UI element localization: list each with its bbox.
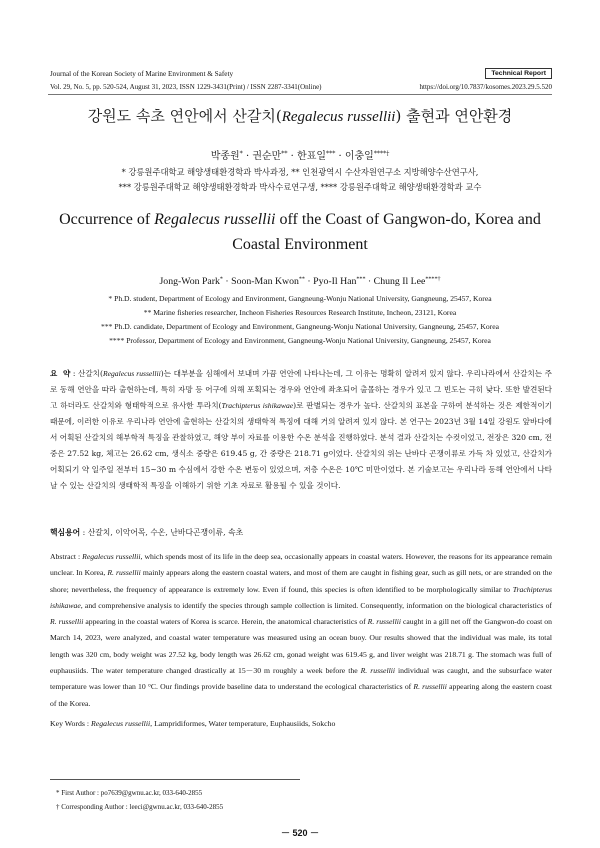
title-english-text: Occurrence of (59, 211, 155, 228)
title-english-text: off the Coast of Gangwon-do, Korea and Coastal Environment (232, 211, 541, 253)
author-mark: *** (356, 276, 366, 283)
citation-line: Vol. 29, No. 5, pp. 520-524, August 31, 2023, ISSN 1229-3431(Print) / ISSN 2287-3341(Online) (50, 83, 322, 91)
journal-name: Journal of the Korean Society of Marine Environment & Safety (50, 70, 234, 78)
title-korean (0, 105, 600, 126)
abstract-korean-label: 요 약 (50, 369, 71, 378)
author-name: 권순만 (252, 151, 282, 162)
footnote-first-author: * First Author : po7639@gwnu.ac.kr, 033-640-2855 (56, 789, 203, 797)
title-korean-text: ) 출현과 연안환경 (395, 107, 513, 125)
label-separator: : (76, 552, 83, 561)
affiliation-line: **** Professor, Department of Ecology and Environment, Gangneung-Wonju National University, Gangneung, 25457, Korea (109, 336, 491, 345)
affiliation-line: *** Ph.D. candidate, Department of Ecology and Environment, Gangneung-Wonju National University, Gangneung, 25457, Korea (101, 322, 499, 331)
affiliations-english (0, 292, 600, 348)
text-segment: individual was caught, and the subsurface water temperature was lower than 10 °C. Our findings provide baseline data to understand the ecological characteristics of (50, 666, 552, 692)
author-mark: ****† (373, 150, 390, 158)
keywords-korean-list: 산갈치, 이악어목, 수온, 난바다곤쟁이류, 속초 (87, 528, 244, 537)
author-name: Jong-Won Park (159, 276, 220, 287)
author-mark: ** (298, 276, 305, 283)
abstract-english (50, 549, 552, 712)
label-separator: : (80, 528, 88, 537)
authors-korean (0, 147, 600, 162)
text-segment: mainly appears along the eastern coastal waters, and most of them are caught in fishing gear, such as gill nets, or are stranded on the shore; nevertheless, the frequency of appearance is extremely low. Even if found, this species is often identified to be morphologically similar to (50, 568, 552, 594)
footnote-divider (50, 779, 300, 780)
label-separator: : (70, 369, 79, 378)
footnotes (56, 787, 223, 814)
affiliation-line: * 강릉원주대학교 해양생태환경학과 박사과정, ** 인천광역시 수산자원연구소 지방해양수산연구사, (121, 167, 479, 177)
species-name: Regalecus russellii (82, 552, 141, 561)
report-type-badge: Technical Report (485, 68, 552, 79)
text-segment: , which spends most of its life in the deep sea, occasionally appears in coastal waters. However, the reasons for its appearance remain unclear. In Korea, (50, 552, 552, 578)
text-segment: appearing along the eastern coast of the Korea. (50, 682, 552, 708)
keywords-korean (50, 527, 552, 538)
author-mark: ****† (425, 276, 441, 283)
author-name: Chung Il Lee (373, 276, 426, 287)
species-name: R. russellii (107, 568, 141, 578)
species-name: Regalecus russellii (103, 369, 161, 378)
header-divider (48, 94, 552, 95)
author-mark: *** (326, 150, 336, 158)
species-name: R. russellii (413, 682, 447, 692)
doi-link[interactable]: https://doi.org/10.7837/kosomes.2023.29.5.520 (419, 83, 552, 91)
author-separator: · (287, 151, 298, 162)
affiliation-line: * Ph.D. student, Department of Ecology and Environment, Gangneung-Wonju National University, Gangneung, 25457, Korea (108, 294, 492, 303)
text-segment: , Lampridiformes, Water temperature, Euphausiids, Sokcho (150, 719, 336, 728)
abstract-english-body (50, 552, 552, 708)
footnote-corresponding-author: † Corresponding Author : leeci@gwnu.ac.kr, 033-640-2855 (56, 802, 224, 811)
author-name: Soon-Man Kwon (231, 276, 299, 287)
affiliation-line: ** Marine fisheries researcher, Incheon Fisheries Resources Research Institute, Incheon, 23121, Korea (143, 308, 457, 317)
keywords-english-list (91, 719, 335, 728)
species-name: R. russellii (367, 617, 401, 627)
species-name: Regalecus russellii (91, 719, 151, 728)
title-english-species: Regalecus russellii (154, 211, 276, 228)
keywords-english-label: Key Words (50, 719, 85, 728)
text-segment: )는 대부분을 심해에서 보내며 가끔 연안에 나타나는데, 그 이유는 명확히 알려져 있지 않다. 우리나라에서 산갈치는 주로 동해 연안을 따라 출현하는데, 특히 자망 등 어구에 의해 포획되는 경우와 연안에 좌초되어 출몰하는 경우가 있고 그 빈도는 극히 낮다. 또한 발견된다고 하더라도 산갈치와 형태학적으로 유사한 투라치( (50, 369, 552, 410)
text-segment: 산갈치( (78, 369, 103, 378)
author-name: 이충일 (344, 151, 374, 162)
keywords-english (50, 719, 552, 728)
author-mark: * (219, 276, 223, 283)
keywords-korean-label: 핵심용어 (50, 528, 81, 537)
abstract-korean (50, 366, 552, 494)
text-segment: , and comprehensive analysis to identify the species through sample collection is limited. Consequently, information on the biological characteristics of (80, 600, 552, 610)
title-korean-species: Regalecus russellii (281, 109, 396, 125)
species-name: Trachipterus ishikawae (221, 401, 294, 410)
species-name: R. russellii (360, 666, 396, 676)
authors-english (0, 276, 600, 287)
species-name: Trachipterus ishikawae (50, 584, 552, 610)
title-korean-text: 강원도 속초 연안에서 산갈치( (87, 107, 282, 125)
label-separator: : (84, 719, 92, 728)
author-separator: · (335, 151, 345, 162)
affiliations-korean (0, 165, 600, 195)
author-name: 박종원 (210, 151, 240, 162)
title-english (40, 207, 560, 257)
text-segment: appearing in the coastal waters of Korea is scarce. Herein, the anatomical characteristics of (83, 617, 368, 627)
author-separator: · (242, 151, 253, 162)
abstract-korean-body (50, 369, 552, 490)
author-separator: · (365, 276, 374, 287)
page-number: － 520 － (280, 828, 320, 838)
abstract-english-label: Abstract (50, 552, 77, 561)
author-mark: ** (281, 150, 288, 158)
species-name: R. russellii (50, 617, 84, 627)
author-separator: · (304, 276, 314, 287)
author-mark: * (239, 150, 243, 158)
author-separator: · (222, 276, 232, 287)
text-segment: )로 판별되는 경우가 높다. 산갈치의 표본을 구하여 분석하는 것은 제한적이기 때문에, 이러한 이유로 우리나라 연안에 출현하는 산갈치의 생태학적 특징에 대해 거의 알려져 있지 않다. 본 연구는 2023년 3월 14일 강원도 앞바다에서 어획된 산갈치의 해부학적 특징을 관찰하였고, 해양 부이 자료를 이용한 수온 분석을 진행하였다. 분석 결과 산갈치는 수컷이었고, 전장은 320 cm, 전중은 27.52 kg, 체고는 26.62 cm, 생식소 중량은 619.45 g, 간 중량은 218.71 g이었다. 산갈치의 위는 난바다 곤쟁이류로 가득 차 있었고, 산갈치가 어획되기 약 일주일 전부터 15~30 m 수심에서 강한 수온 변동이 있었으며, 저층 수온은 10℃ 미만이었다. 본 기술보고는 우리나라 동해 연안에서 나타날 수 있는 산갈치의 생태학적 특징을 이해하기 위한 기초 자료로 활용될 수 있을 것이다. (50, 401, 553, 490)
text-segment: caught in a gill net off the Gangwon-do coast on March 14, 2023, were analyzed, and coastal water temperature was measured using an ocean buoy. Our results showed that the individual was male, its total length was 320 cm, body weight was 27.52 kg, body length was 26.62 cm, gonad weight was 619.45 g, and liver weight was 218.71 g. The stomach was full of euphausiids. The water temperature changed drastically at 15－30 m roughly a week before the (50, 617, 552, 676)
author-name: Pyo-Il Han (313, 276, 357, 287)
author-name: 한표일 (297, 151, 327, 162)
affiliation-line: *** 강릉원주대학교 해양생태환경학과 박사수료연구생, **** 강릉원주대학교 해양생태환경학과 교수 (118, 182, 482, 192)
